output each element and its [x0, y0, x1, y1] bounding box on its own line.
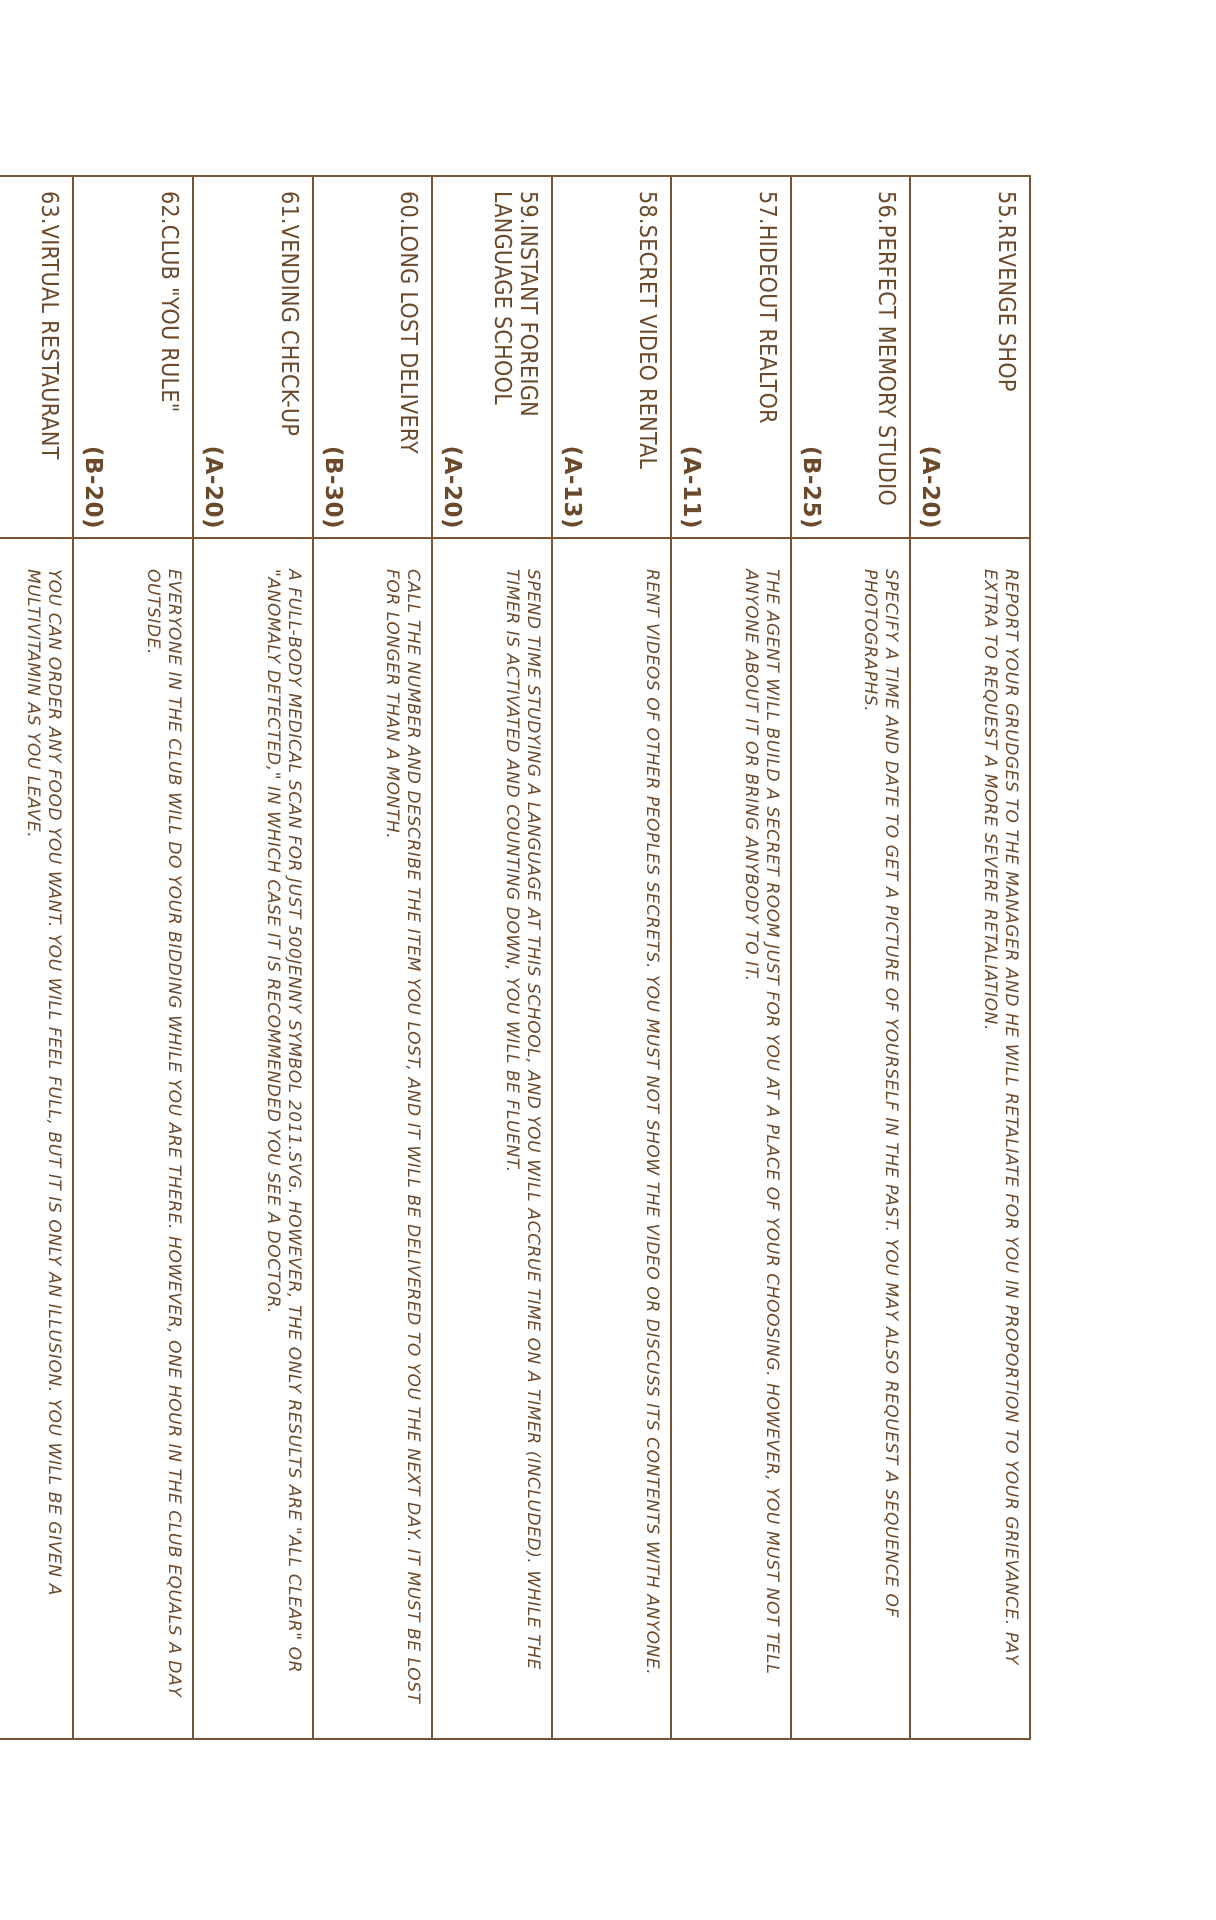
entry-description: REPORT YOUR GRUDGES TO THE MANAGER AND HE WILL RETALIATE FOR YOU IN PROPORTION TO YOUR GRIEVANCE. PAY EXTRA TO REQUEST A MORE SEVERE RETALIATION. — [980, 569, 1021, 1666]
entry-description-cell — [672, 539, 790, 1738]
table-row — [431, 177, 551, 1738]
entry-description-cell — [911, 539, 1029, 1738]
entry-name-cell — [0, 177, 73, 539]
table-row — [551, 177, 671, 1738]
entry-description: SPEND TIME STUDYING A LANGUAGE AT THIS SCHOOL, AND YOU WILL ACCRUE TIME ON A TIMER (INCLUDED). WHILE THE TIMER IS ACTIVATED AND COUNTING DOWN, YOU WILL BE FLUENT. — [501, 569, 543, 1670]
table-row — [790, 177, 910, 1738]
entry-name: 61.VENDING CHECK-UP — [275, 191, 302, 437]
entry-name: 58.SECRET VIDEO RENTAL — [634, 191, 661, 470]
entry-description: A FULL-BODY MEDICAL SCAN FOR JUST 500JENNY SYMBOL 2011.SVG. HOWEVER, THE ONLY RESULTS ARE "ALL CLEAR" OR "ANOMALY DETECTED," IN WHICH CASE IT IS RECOMMENDED YOU SEE A DOCTOR. — [262, 569, 304, 1674]
entry-code: (B-30) — [319, 445, 346, 529]
entry-description-cell — [0, 539, 73, 1738]
entry-description-cell — [75, 539, 193, 1738]
table-row — [0, 177, 73, 1738]
entry-code: (B-25) — [797, 445, 824, 529]
table-row — [312, 177, 432, 1738]
entry-code: (A-20) — [200, 445, 227, 529]
entry-description-cell — [194, 539, 312, 1738]
entry-name-cell — [314, 177, 432, 539]
entry-name: 62.CLUB "YOU RULE" — [156, 191, 183, 413]
entry-description: RENT VIDEOS OF OTHER PEOPLES SECRETS. YOU MUST NOT SHOW THE VIDEO OR DISCUSS ITS CONTENTS WITH ANYONE. — [642, 569, 663, 1676]
entry-description-cell — [314, 539, 432, 1738]
entry-code: (A-20) — [439, 445, 466, 529]
entry-name: 56.PERFECT MEMORY STUDIO — [873, 191, 900, 507]
gadget-table — [0, 175, 1031, 1740]
entry-name-cell — [672, 177, 790, 539]
entry-code: (B-20) — [80, 445, 107, 529]
entry-name-cell — [792, 177, 910, 539]
entry-name-cell — [433, 177, 551, 539]
entry-name: 63.VIRTUAL RESTAURANT — [36, 191, 63, 460]
entry-name-cell — [75, 177, 193, 539]
table-row — [670, 177, 790, 1738]
entry-description: THE AGENT WILL BUILD A SECRET ROOM JUST FOR YOU AT A PLACE OF YOUR CHOOSING. HOWEVER, YOU MUST NOT TELL ANYONE ABOUT IT OR BRING ANYBODY TO IT. — [740, 569, 782, 1675]
entry-name: 55.REVENGE SHOP — [993, 191, 1019, 392]
entry-name: 57.HIDEOUT REALTOR — [753, 191, 780, 424]
entry-code: (A-11) — [678, 445, 705, 529]
entry-name-cell — [553, 177, 671, 539]
entry-code: (A-20) — [917, 445, 944, 529]
entry-description: SPECIFY A TIME AND DATE TO GET A PICTURE OF YOURSELF IN THE PAST. YOU MAY ALSO REQUEST A SEQUENCE OF PHOTOGRAPHS. — [860, 569, 902, 1618]
entry-name: 60.LONG LOST DELIVERY — [395, 191, 422, 454]
table-row — [909, 177, 1029, 1738]
entry-name-cell — [911, 177, 1029, 539]
entry-description-cell — [553, 539, 671, 1738]
table-row — [192, 177, 312, 1738]
entry-description: YOU CAN ORDER ANY FOOD YOU WANT. YOU WILL FEEL FULL, BUT IT IS ONLY AN ILLUSION. YOU WILL BE GIVEN A MULTIVITAMIN AS YOU LEAVE. — [23, 569, 65, 1596]
entry-code: (A-13) — [558, 445, 585, 529]
entry-description-cell — [433, 539, 551, 1738]
entry-description-cell — [792, 539, 910, 1738]
entry-name: 59.INSTANT FOREIGN LANGUAGE SCHOOL — [488, 191, 541, 417]
entry-name-cell — [194, 177, 312, 539]
table-row — [73, 177, 193, 1738]
entry-description: EVERYONE IN THE CLUB WILL DO YOUR BIDDING WHILE YOU ARE THERE. HOWEVER, ONE HOUR IN THE CLUB EQUALS A DAY OUTSIDE. — [143, 569, 185, 1698]
entry-description: CALL THE NUMBER AND DESCRIBE THE ITEM YOU LOST, AND IT WILL BE DELIVERED TO YOU THE NEXT DAY. IT MUST BE LOST FOR LONGER THAN A MONTH. — [382, 569, 424, 1704]
